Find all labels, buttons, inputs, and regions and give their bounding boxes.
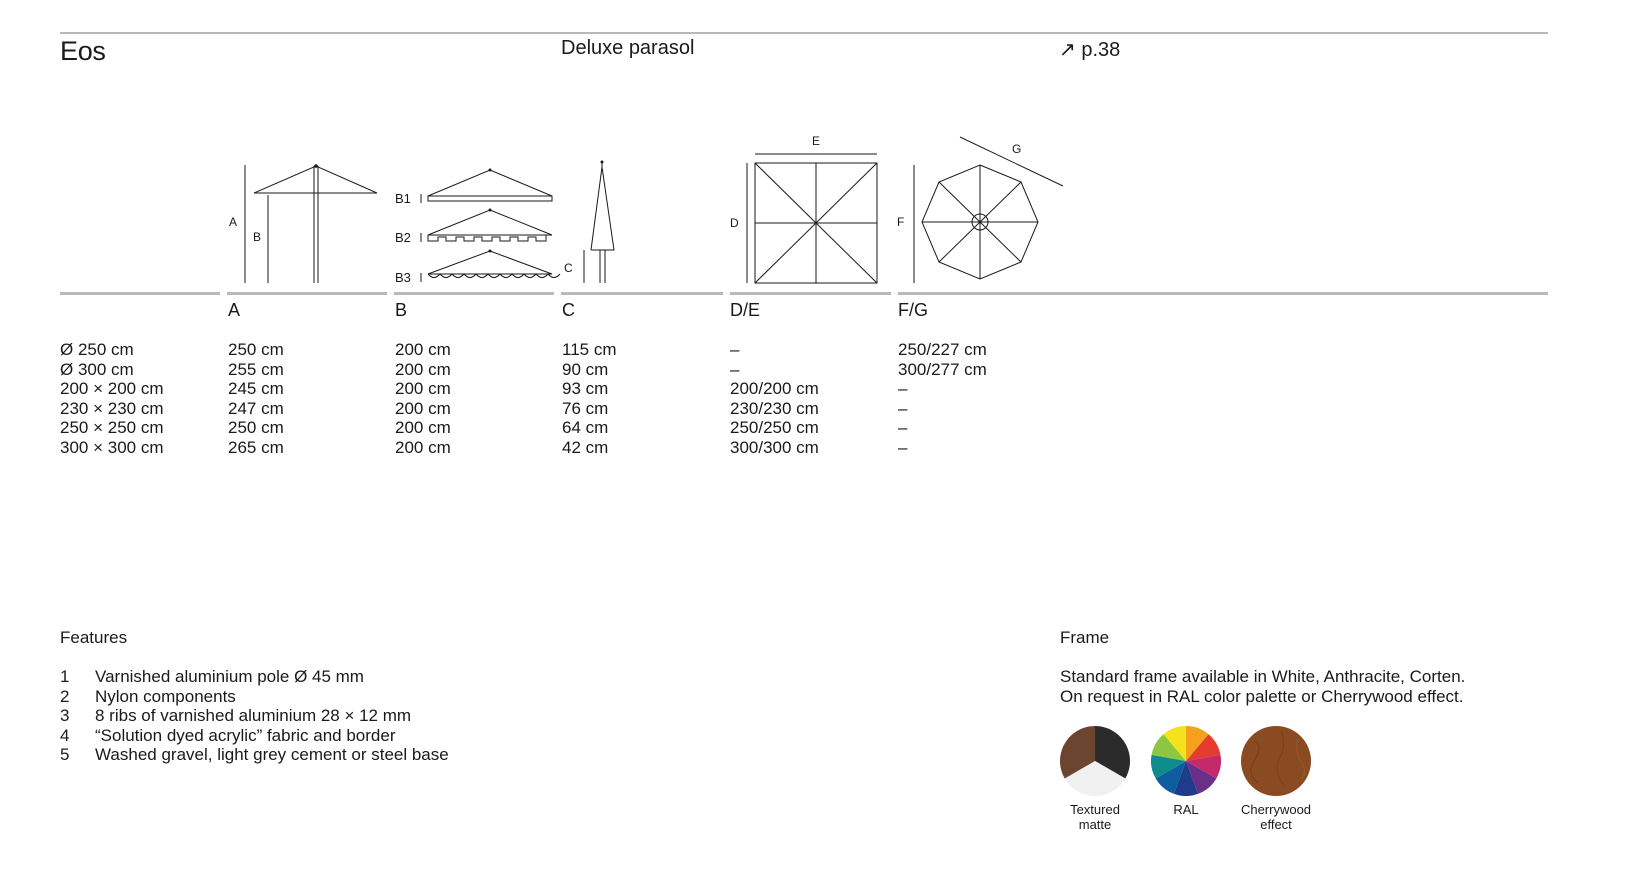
- features-title: Features: [60, 628, 128, 647]
- table-cell: 93 cm: [562, 379, 609, 398]
- finial-dot: [489, 250, 492, 253]
- table-cell: 250 cm: [228, 418, 284, 437]
- side-view-diagram: [245, 165, 377, 283]
- finial-dot: [601, 161, 604, 164]
- table-cell: –: [898, 418, 908, 437]
- table-cell: 250 cm: [228, 340, 284, 359]
- top-rule: [60, 32, 1548, 34]
- ral-swatch-icon: [1151, 726, 1221, 796]
- diagrams-svg: [0, 110, 1641, 295]
- table-cell: –: [898, 398, 908, 418]
- swatch-textured-matte[interactable]: [1055, 726, 1135, 832]
- table-cell: 90 cm: [562, 359, 609, 379]
- diagram-label-b3: B3: [395, 270, 411, 285]
- de-column: [730, 340, 819, 457]
- column-rule: [898, 292, 1548, 295]
- diagram-label-b2: B2: [395, 230, 411, 245]
- feature-number: 5: [60, 745, 70, 764]
- finial-dot: [489, 169, 492, 172]
- c-column: [562, 340, 617, 457]
- column-rule: [730, 292, 891, 295]
- table-cell: 300/300 cm: [730, 437, 819, 457]
- column-header: D/E: [730, 300, 761, 320]
- b-column: [395, 340, 451, 457]
- column-header: A: [228, 300, 241, 320]
- swatch-label: RAL: [1173, 802, 1199, 817]
- table-cell: –: [730, 340, 740, 359]
- table-cell: 200 cm: [395, 379, 451, 398]
- table-cell: 300 × 300 cm: [60, 437, 164, 457]
- fg-column: [898, 340, 987, 457]
- diagram-label-f: F: [897, 215, 905, 229]
- swatch-ral[interactable]: [1146, 726, 1226, 818]
- column-rule: [60, 292, 220, 295]
- list-item: [60, 667, 449, 687]
- feature-text: Washed gravel, light grey cement or steel base: [95, 745, 449, 764]
- diagram-label-d: D: [730, 216, 739, 230]
- column-header: B: [395, 300, 408, 320]
- list-item: [60, 726, 449, 746]
- diagram-label-e: E: [812, 134, 821, 148]
- swatch-label: Textured matte: [1070, 802, 1120, 832]
- table-cell: 200/200 cm: [730, 379, 819, 398]
- a-column: [228, 340, 284, 457]
- canopy-variants-diagram: [421, 170, 560, 282]
- feature-number: 4: [60, 725, 70, 745]
- feature-number: 1: [60, 667, 70, 686]
- swatch-cherrywood[interactable]: [1236, 726, 1316, 832]
- table-cell: 265 cm: [228, 437, 284, 457]
- page-reference-label: p.38: [1081, 39, 1121, 61]
- product-title: Eos: [60, 36, 106, 66]
- table-cell: Ø 250 cm: [60, 340, 134, 359]
- table-cell: Ø 300 cm: [60, 359, 134, 379]
- finish-swatches: [1060, 726, 1320, 836]
- frame-title: Frame: [1060, 628, 1110, 647]
- table-cell: 200 cm: [395, 418, 451, 437]
- table-cell: 200 cm: [395, 359, 451, 379]
- arrow-up-right-icon: ↗: [1059, 39, 1076, 61]
- table-cell: 250/250 cm: [730, 418, 819, 437]
- finial-dot: [489, 209, 492, 212]
- swatch-label: Cherrywood effect: [1240, 802, 1312, 832]
- feature-number: 2: [60, 686, 70, 706]
- dimension-diagrams: [0, 110, 1641, 295]
- table-cell: 115 cm: [562, 340, 617, 359]
- table-cell: –: [898, 437, 908, 457]
- table-cell: 42 cm: [562, 437, 609, 457]
- closed-parasol-diagram: [584, 162, 614, 283]
- feature-text: “Solution dyed acrylic” fabric and border: [95, 725, 396, 745]
- table-cell: –: [730, 359, 740, 379]
- table-cell: 250/227 cm: [898, 340, 987, 359]
- frame-line: Standard frame available in White, Anthracite, Corten.: [1060, 667, 1466, 686]
- table-cell: 230 × 230 cm: [60, 398, 164, 418]
- list-item: [60, 745, 449, 765]
- textured-matte-swatch-icon: [1060, 726, 1130, 796]
- table-cell: 300/277 cm: [898, 359, 987, 379]
- table-cell: 200 × 200 cm: [60, 379, 164, 398]
- list-item: [60, 687, 449, 707]
- table-cell: 64 cm: [562, 418, 609, 437]
- round-top-view-diagram: [914, 137, 1063, 283]
- feature-text: 8 ribs of varnished aluminium 28 × 12 mm: [95, 706, 412, 725]
- frame-line: On request in RAL color palette or Cherrywood effect.: [1060, 686, 1464, 706]
- table-cell: 255 cm: [228, 359, 284, 379]
- diagram-label-a: A: [229, 215, 238, 229]
- page-reference-link[interactable]: [1059, 37, 1120, 62]
- column-header: C: [562, 300, 575, 320]
- column-rule: [561, 292, 723, 295]
- frame-description: [1060, 667, 1465, 706]
- feature-text: Varnished aluminium pole Ø 45 mm: [95, 667, 364, 686]
- table-cell: 76 cm: [562, 398, 609, 418]
- list-item: [60, 706, 449, 726]
- feature-text: Nylon components: [95, 686, 236, 706]
- feature-number: 3: [60, 706, 70, 725]
- column-header: F/G: [898, 300, 928, 320]
- diagram-label-c: C: [564, 261, 573, 275]
- diagram-label-b1: B1: [395, 191, 411, 206]
- square-top-view-diagram: [747, 154, 877, 283]
- table-cell: 200 cm: [395, 398, 451, 418]
- features-list: [60, 667, 449, 765]
- column-rule: [227, 292, 387, 295]
- table-cell: 200 cm: [395, 340, 451, 359]
- table-cell: 247 cm: [228, 398, 284, 418]
- size-column: [60, 340, 164, 457]
- cherrywood-swatch-icon: [1241, 726, 1311, 796]
- diagram-label-b: B: [253, 230, 262, 244]
- finial-dot: [314, 164, 318, 168]
- diagram-label-g: G: [1012, 142, 1022, 156]
- table-cell: 230/230 cm: [730, 398, 819, 418]
- column-rule: [394, 292, 554, 295]
- table-cell: 245 cm: [228, 379, 284, 398]
- table-cell: –: [898, 379, 908, 398]
- product-subtitle: Deluxe parasol: [561, 37, 695, 59]
- table-cell: 250 × 250 cm: [60, 418, 164, 437]
- table-cell: 200 cm: [395, 437, 451, 457]
